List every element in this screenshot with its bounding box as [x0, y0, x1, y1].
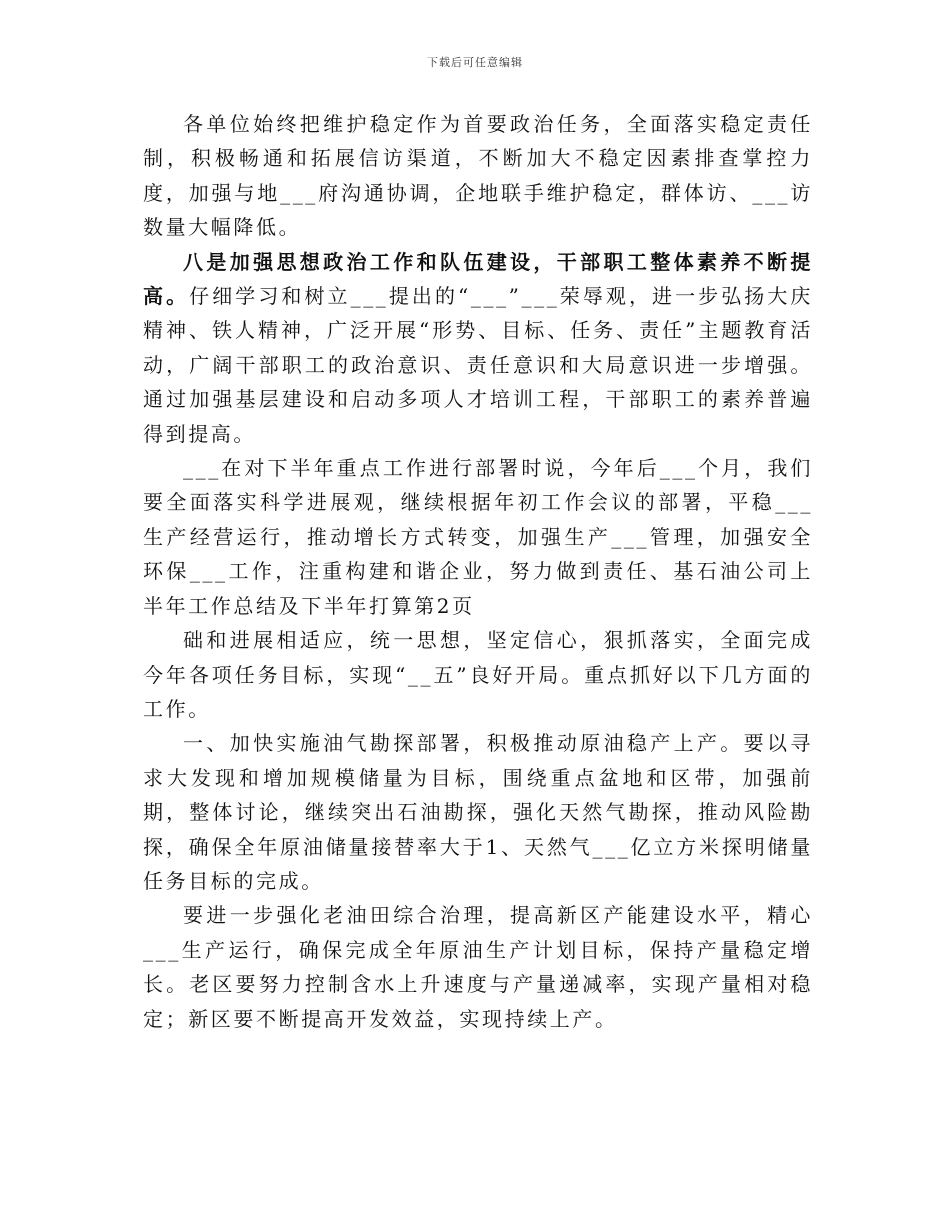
paragraph-5 [143, 726, 813, 898]
page-header: 下载后可任意编辑 [427, 56, 523, 69]
paragraph-1-text: 各单位始终把维护稳定作为首要政治任务，全面落实稳定责任制，积极畅通和拓展信访渠道，不断加大不稳定因素排查掌控力度，加强与地___府沟通协调，企地联手维护稳定，群体访、___访数量大幅降低。 [143, 112, 813, 240]
paragraph-6-text: 要进一步强化老油田综合治理，提高新区产能建设水平，精心___生产运行，确保完成全年原油生产计划目标，保持产量稳定增长。老区要努力控制含水上升速度与产量递减率，实现产量相对稳定；新区要不断提高开发效益，实现持续上产。 [143, 903, 813, 1031]
paragraph-5-text: 一、加快实施油气勘探部署，积极推动原油稳产上产。要以寻求大发现和增加规模储量为目标，围绕重点盆地和区带，加强前期，整体讨论，继续突出石油勘探，强化天然气勘探，推动风险勘探，确保全年原油储量接替率大于1、天然气___亿立方米探明储量任务目标的完成。 [143, 731, 813, 893]
paragraph-1 [143, 107, 813, 245]
paragraph-2-text: 仔细学习和树立___提出的“___”___荣辱观，进一步弘扬大庆精神、铁人精神，广泛开展“形势、目标、任务、责任”主题教育活动，广阔干部职工的政治意识、责任意识和大局意识进一步增强。通过加强基层建设和启动多项人才培训工程，干部职工的素养普遍得到提高。 [143, 284, 814, 446]
paragraph-4-text: 础和进展相适应，统一思想，坚定信心，狠抓落实，全面完成今年各项任务目标，实现“__五”良好开局。重点抓好以下几方面的工作。 [143, 628, 813, 721]
paragraph-3-text: ___在对下半年重点工作进行部署时说，今年后___个月，我们要全面落实科学进展观，继续根据年初工作会议的部署，平稳___生产经营运行，推动增长方式转变，加强生产___管理，加强安全环保___工作，注重构建和谐企业，努力做到责任、基石油公司上半年工作总结及下半年打算第2页 [143, 456, 813, 618]
paragraph-2-lead: 八是加强思想政治工作和队伍建设，干部职工整体素养不断提高。 [143, 249, 813, 309]
paragraph-4 [143, 623, 813, 726]
paragraph-3 [143, 451, 813, 623]
paragraph-6 [143, 898, 813, 1036]
document-body [143, 107, 813, 1036]
paragraph-2 [143, 245, 813, 451]
